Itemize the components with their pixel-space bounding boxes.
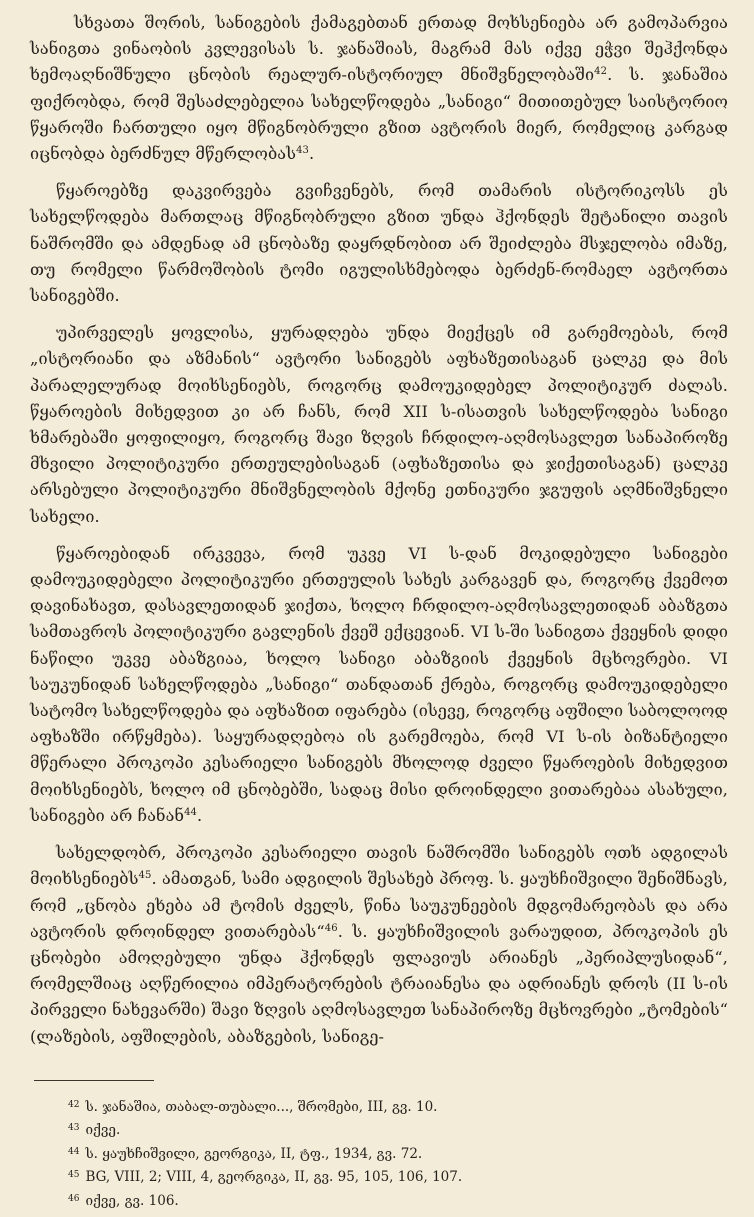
footnote-text: იქვე. (85, 1122, 121, 1139)
paragraph-1: სხვათა შორის, სანიგების ქამაგებთან ერთად მოხსენიება არ გამოპარვია სანიგთა ვინაობის კვლევისას ს. ჯანაშიას, მაგრამ მას იქვე ეჭვი შეჰქონდა ხემოაღნიშნული ცნობის რეალურ-ისტორიულ მნიშვნელობაში$^{42}$. ს. ჯანაშია ფიქრობდა, რომ შესაძლებელია სახელწოდება „სანიგი“ მითითებულ საისტორიო წყაროში ჩართული იყო მწიგნობრული გზით ავტორის მიერ, რომელიც კარგად იცნობდა ბერძნულ მწერლობას$^{43}$. (30, 13, 728, 164)
footnote-ref-46: 46 (324, 922, 338, 934)
footnote-divider (34, 1080, 154, 1081)
paragraph-4: წყაროებიდან ირკვევა, რომ უკვე VI ს-დან მოკიდებული სანიგები დამოუკიდებელი პოლიტიკური ერთეულის სახეს კარგავენ და, როგორც ქვემოთ დავინახავთ, დასავლეთიდან ჯიქთა, ხოლო ჩრდილო-აღმოსავლეთიდან აბაზგთა სამთავროს პოლიტიკური გავლენის ქვეშ ექცევიან. VI ს-ში სანიგთა ქვეყნის დიდი ნაწილი უკვე აბაზგიაა, ხოლო სანიგი აბაზგიის ქვეყნის მცხოვრები. VI საუკუნიდან სახელწოდება „სანიგი“ თანდათან ქრება, როგორც დამოუკიდებელი სატომო სახელწოდება და აფხაზით იფარება (ისევე, როგორც აფშილი საბოლოოდ აფხაზში ირწყმება). საყურადღებოა ის გარემოება, რომ VI ს-ის ბიზანტიელი მწერალი პროკოპი კესარიელი სანიგებს მხოლოდ ძველი წყაროების მიხედვით მოიხსენიებს, ხოლო იმ ცნობებში, სადაც მისი დროინდელი ვითარებაა ასახული, სანიგები არ ჩანან$^{44}$. (30, 543, 728, 825)
body-text (30, 10, 728, 1050)
footnote-text: იქვე, გვ. 106. (85, 1192, 179, 1209)
footnote-45 (68, 1165, 728, 1188)
footnote-44 (68, 1142, 728, 1165)
footnote-43 (68, 1118, 728, 1141)
footnote-number: 42 (68, 1099, 80, 1110)
footnote-text: ს. ყაუხჩიშვილი, გეორგიკა, II, ტფ., 1934, გვ. 72. (85, 1145, 423, 1162)
footnote-number: 43 (68, 1123, 80, 1134)
footnote-text: ს. ჯანაშია, თაბალ-თუბალი..., შრომები, III, გვ. 10. (85, 1098, 438, 1115)
footnote-number: 46 (68, 1193, 80, 1204)
footnotes (30, 1095, 728, 1212)
footnote-ref-44: 44 (184, 806, 198, 818)
footnote-ref-42: 42 (594, 66, 608, 78)
footnote-number: 44 (68, 1146, 80, 1157)
paragraph-3: უპირველეს ყოვლისა, ყურადღება უნდა მიექცეს იმ გარემოებას, რომ „ისტორიანი და აზმანის“ ავტორი სანიგებს აფხაზეთისაგან ცალკე და მის პარალელურად მოიხსენიებს, როგორც დამოუკიდებელ პოლიტიკურ ძალას. წყაროების მიხედვით კი არ ჩანს, რომ XII ს-ისათვის სახელწოდება სანიგი ხმარებაში ყოფილიყო, როგორც შავი ზღვის ჩრდილო-აღმოსავლეთ სანაპიროზე მხვილი პოლიტიკური ერთეულებისაგან (აფხაზეთისა და ჯიქეთისაგან) ცალკე არსებული პოლიტიკური მნიშვნელობის მქონე ეთნიკური ჯგუფის აღმნიშვნელი სახელი. (30, 323, 728, 526)
footnote-46 (68, 1189, 728, 1212)
footnote-number: 45 (68, 1170, 80, 1181)
paragraph-2: წყაროებზე დაკვირვება გვიჩვენებს, რომ თამარის ისტორიკოსს ეს სახელწოდება მართლაც მწიგნობრული გზით უნდა ჰქონდეს შეტანილი თავის ნაშრომში და ამდენად ამ ცნობაზე დაყრდნობით არ შეიძლება მსჯელობა იმაზე, თუ რომელი წარმოშობის ტომი იგულისხმებოდა ბერძენ-რომაელ ავტორთა სანიგებში. (30, 181, 728, 306)
paragraph-5: სახელდობრ, პროკოპი კესარიელი თავის ნაშრომში სანიგებს ოთხ ადგილას მოიხსენიებს$^{45}$. ამათგან, სამი ადგილის შესახებ პროფ. ს. ყაუხჩიშვილი შენიშნავს, რომ „ცნობა ეხება ამ ტომის ძველს, წინა საუკუნეების მდგომარეობას და არა ავტორის დროინდელ ვითარებას“$^{46}$. ს. ყაუხჩიშვილის ვარაუდით, პროკოპის ეს ცნობები ამოღებული უნდა ჰქონდეს ფლავიუს არიანეს „პერიპლუსიდან“, რომელშიაც აღწერილია იმპერატორების ტრაიანესა და ადრიანეს დროს (II ს-ის პირველი ნახევარში) შავი ზღვის აღმოსავლეთ სანაპიროზე მცხოვრები „ტომების“ (ლაზების, აფშილების, აბაზგების, სანიგე- (30, 843, 728, 1046)
footnote-ref-43: 43 (296, 145, 310, 157)
footnote-text: BG, VIII, 2; VIII, 4, გეორგიკა, II, გვ. 95, 105, 106, 107. (85, 1169, 463, 1186)
footnote-42 (68, 1095, 728, 1118)
footnote-ref-45: 45 (138, 870, 152, 882)
